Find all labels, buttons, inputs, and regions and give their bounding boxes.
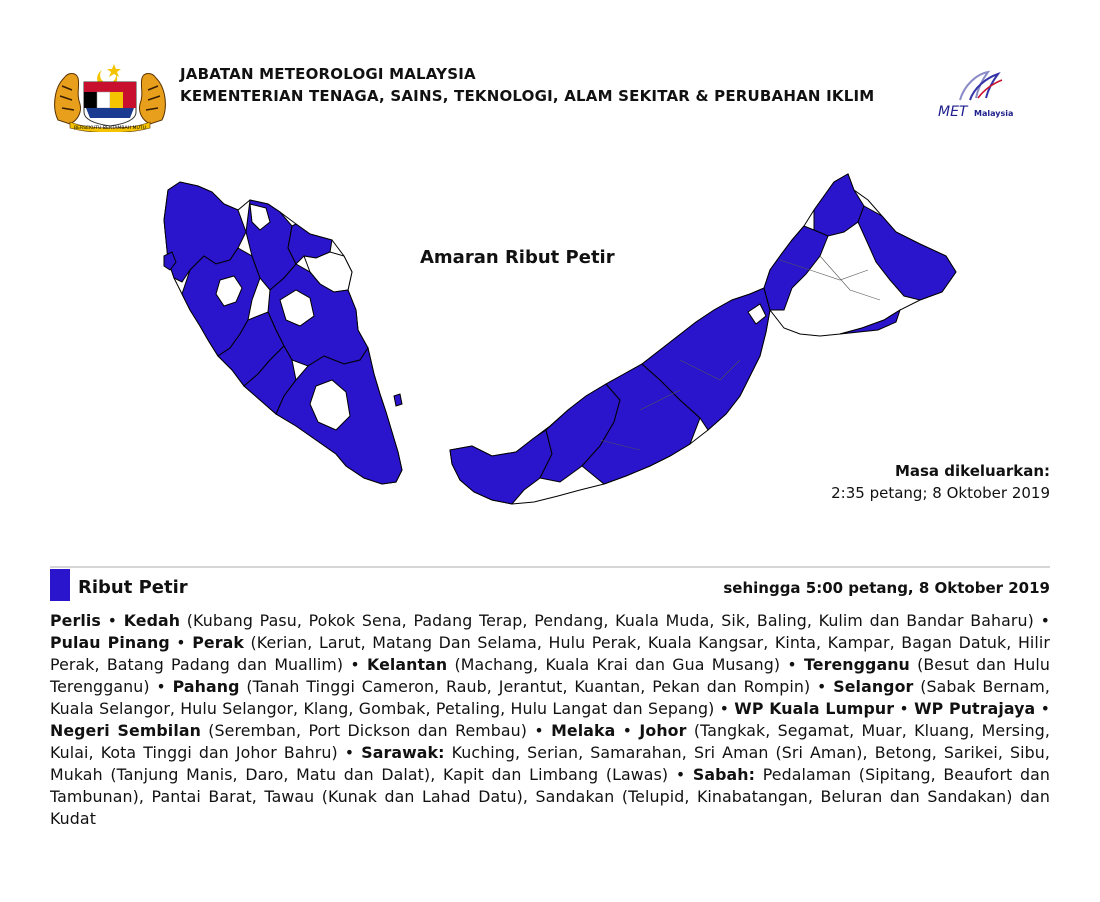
state-name: Perak — [192, 633, 244, 652]
state-name: Sarawak: — [361, 743, 445, 762]
state-name: Melaka — [551, 721, 616, 740]
state-separator: • — [894, 699, 915, 718]
svg-text:BERSEKUTU BERTAMBAH MUTU: BERSEKUTU BERTAMBAH MUTU — [73, 126, 147, 131]
state-separator: • — [149, 677, 173, 696]
state-separator: • — [714, 699, 735, 718]
peninsular-malaysia — [164, 182, 402, 484]
state-name: Perlis — [50, 611, 101, 630]
state-name: Pahang — [172, 677, 240, 696]
state-districts: Kuching, Serian, Samarahan, Sri Aman (Sri Aman), Betong, Sarikei, Sibu, Mukah (Tanjung Manis, Daro, Matu dan Dalat), Kapit dan Limbang (Lawas) — [50, 743, 1050, 784]
state-separator: • — [527, 721, 552, 740]
state-name: Negeri Sembilan — [50, 721, 201, 740]
state-name: Kelantan — [367, 655, 448, 674]
state-districts: (Kerian, Larut, Matang Dan Selama, Hulu Perak, Kuala Kangsar, Kinta, Kampar, Bagan Datuk, Hilir Perak, Batang Padang dan Muallim) — [50, 633, 1050, 674]
met-malaysia-logo-icon — [934, 66, 1050, 122]
state-districts: (Kubang Pasu, Pokok Sena, Padang Terap, Pendang, Kuala Muda, Sik, Baling, Kulim dan Bandar Baharu) — [180, 611, 1034, 630]
state-separator: • — [337, 743, 362, 762]
issued-label: Masa dikeluarkan: — [894, 462, 1050, 480]
warning-color-swatch — [50, 569, 70, 601]
warning-type-title: Ribut Petir — [78, 577, 188, 598]
state-districts: Pedalaman (Sipitang, Beaufort dan Tambunan), Pantai Barat, Tawau (Kunak dan Lahad Datu), Sandakan (Telupid, Kinabatangan, Beluran dan Sandakan) dan Kudat — [50, 765, 1050, 828]
state-name: Pulau Pinang — [50, 633, 170, 652]
state-name: WP Kuala Lumpur — [734, 699, 895, 718]
map-title: Amaran Ribut Petir — [420, 247, 615, 268]
state-districts: (Besut dan Hulu Terengganu) — [50, 655, 1050, 696]
valid-until: sehingga 5:00 petang, 8 Oktober 2019 — [723, 579, 1050, 597]
ministry-name: KEMENTERIAN TENAGA, SAINS, TEKNOLOGI, ALAM SEKITAR & PERUBAHAN IKLIM — [180, 87, 875, 105]
state-separator: • — [169, 633, 193, 652]
svg-text:Malaysia: Malaysia — [974, 109, 1014, 118]
state-name: WP Putrajaya — [914, 699, 1036, 718]
state-separator: • — [343, 655, 367, 674]
issued-time: 2:35 petang; 8 Oktober 2019 — [831, 484, 1050, 502]
state-separator: • — [810, 677, 834, 696]
svg-text:MET: MET — [938, 104, 968, 120]
state-separator: • — [780, 655, 804, 674]
state-name: Johor — [639, 721, 687, 740]
section-divider — [50, 566, 1050, 568]
state-name: Sabah: — [692, 765, 756, 784]
state-separator: • — [1035, 699, 1050, 718]
state-districts: (Seremban, Port Dickson dan Rembau) — [200, 721, 528, 740]
region-tioman — [394, 394, 402, 406]
state-name: Selangor — [833, 677, 914, 696]
state-separator: • — [668, 765, 693, 784]
state-separator: • — [1033, 611, 1050, 630]
thunderstorm-warning-map — [120, 160, 970, 520]
state-districts: (Sabak Bernam, Kuala Selangor, Hulu Selangor, Klang, Gombak, Petaling, Hulu Langat dan Sepang) — [50, 677, 1050, 718]
coat-of-arms-icon — [50, 60, 170, 132]
east-malaysia — [450, 174, 956, 504]
agency-name: JABATAN METEOROLOGI MALAYSIA — [180, 65, 476, 83]
state-separator: • — [100, 611, 124, 630]
state-name: Kedah — [123, 611, 181, 630]
state-separator: • — [615, 721, 640, 740]
state-districts: (Tangkak, Segamat, Muar, Kluang, Mersing, Kulai, Kota Tinggi dan Johor Bahru) — [50, 721, 1050, 762]
state-districts: (Tanah Tinggi Cameron, Raub, Jerantut, Kuantan, Pekan dan Rompin) — [239, 677, 811, 696]
affected-areas-list — [50, 610, 1050, 830]
state-districts: (Machang, Kuala Krai dan Gua Musang) — [447, 655, 781, 674]
state-name: Terengganu — [803, 655, 910, 674]
